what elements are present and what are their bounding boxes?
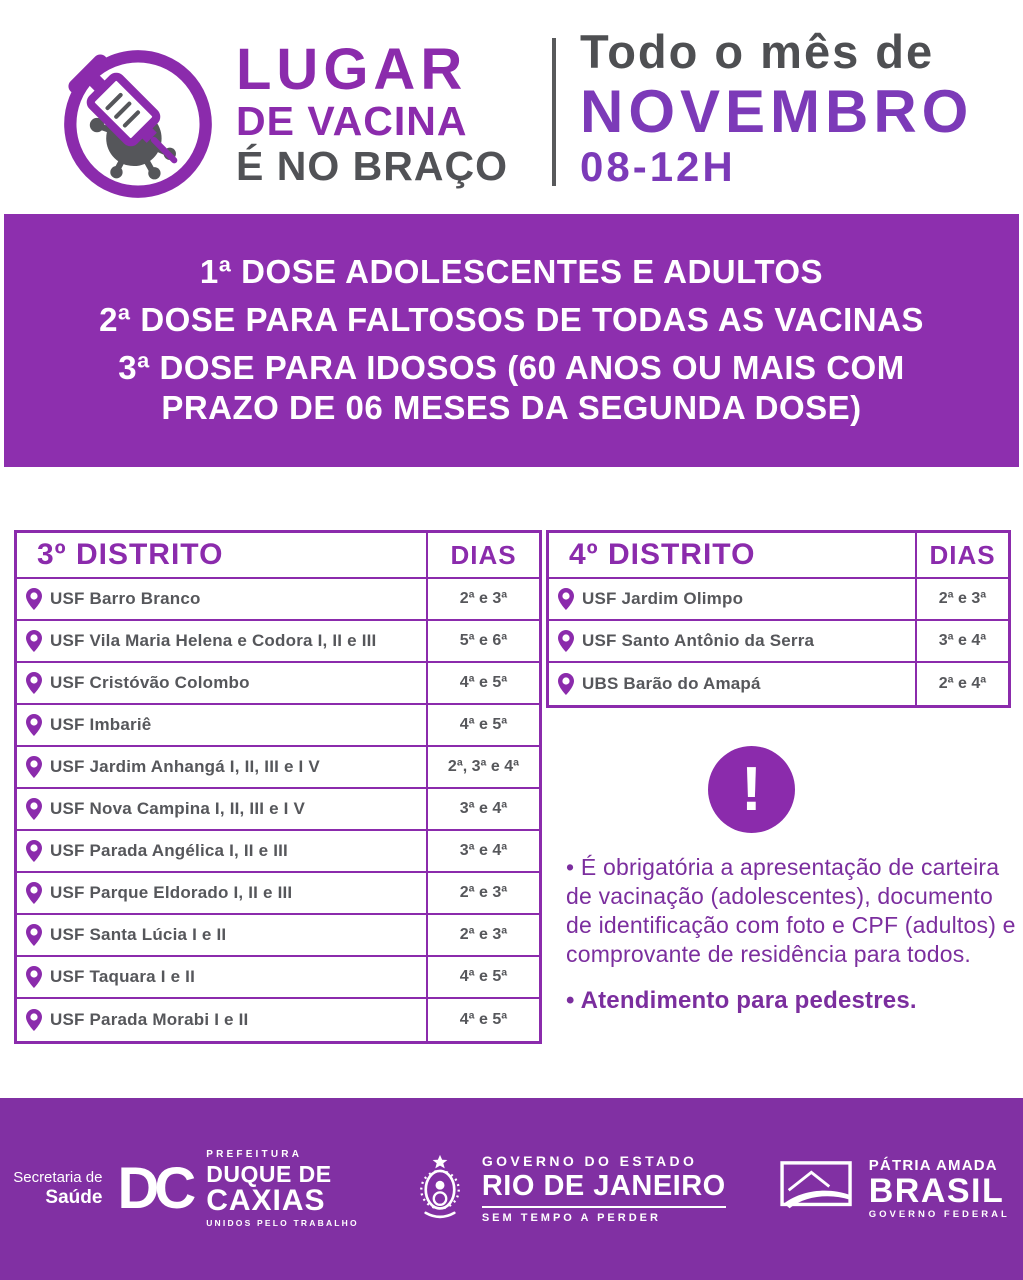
table-row bbox=[17, 663, 539, 705]
facility-name: USF Cristóvão Colombo bbox=[50, 673, 250, 692]
governo-estado-logo bbox=[482, 1154, 726, 1224]
campaign-title-line1: LUGAR bbox=[236, 37, 468, 102]
governo-divider bbox=[482, 1206, 726, 1208]
table-row bbox=[17, 705, 539, 747]
location-pin-icon bbox=[26, 1009, 42, 1031]
campaign-title-line3: É NO BRAÇO bbox=[236, 143, 508, 189]
district-4-title: 4º DISTRITO bbox=[569, 538, 756, 571]
facility-name: UBS Barão do Amapá bbox=[582, 674, 761, 693]
alert-icon: ! bbox=[708, 746, 795, 833]
location-pin-icon bbox=[26, 714, 42, 736]
location-pin-icon bbox=[26, 672, 42, 694]
campaign-title bbox=[236, 37, 508, 189]
governo-federal-logo-group bbox=[780, 1158, 1010, 1220]
prefeitura-logo-group bbox=[13, 1150, 359, 1228]
district-3-header bbox=[17, 533, 539, 579]
facility-days: 4ª e 5ª bbox=[426, 705, 539, 745]
facility-name: USF Jardim Olimpo bbox=[582, 589, 744, 608]
campaign-title-line2: DE VACINA bbox=[236, 98, 468, 144]
prefeitura-slogan: UNIDOS PELO TRABALHO bbox=[206, 1218, 359, 1229]
prefeitura-name1: DUQUE DE bbox=[206, 1161, 332, 1188]
secretaria-line2: Saúde bbox=[45, 1186, 103, 1208]
table-row bbox=[17, 915, 539, 957]
prefeitura-label: PREFEITURA bbox=[206, 1149, 303, 1161]
governo-federal-label: GOVERNO FEDERAL bbox=[868, 1209, 1010, 1221]
district-3-table bbox=[14, 530, 542, 1044]
location-pin-icon bbox=[26, 588, 42, 610]
dose-line-1: 1ª DOSE ADOLESCENTES E ADULTOS bbox=[199, 253, 824, 290]
facility-days: 3ª e 4ª bbox=[915, 621, 1008, 661]
district-4-days-header: DIAS bbox=[915, 533, 1008, 577]
facility-days: 5ª e 6ª bbox=[426, 621, 539, 661]
table-row bbox=[17, 579, 539, 621]
location-pin-icon bbox=[26, 882, 42, 904]
prefeitura-name2: CAXIAS bbox=[206, 1184, 326, 1218]
facility-days: 3ª e 4ª bbox=[426, 789, 539, 829]
facility-days: 4ª e 5ª bbox=[426, 663, 539, 703]
table-row bbox=[17, 789, 539, 831]
duque-de-caxias-logo bbox=[206, 1150, 359, 1228]
facility-days: 2ª e 3ª bbox=[426, 915, 539, 955]
brasil-label: BRASIL bbox=[868, 1172, 1005, 1211]
facility-days: 4ª e 5ª bbox=[426, 957, 539, 997]
district-4-table bbox=[546, 530, 1011, 708]
facility-days: 3ª e 4ª bbox=[426, 831, 539, 871]
facility-name: USF Barro Branco bbox=[50, 589, 201, 608]
dose-line-2: 2ª DOSE PARA FALTOSOS DE TODAS AS VACINAS bbox=[99, 301, 924, 338]
facility-name: USF Parada Angélica I, II e III bbox=[50, 841, 288, 860]
brazil-flag-icon bbox=[780, 1161, 854, 1217]
location-pin-icon bbox=[558, 588, 574, 610]
dose-info-banner bbox=[4, 214, 1019, 467]
district-3-title: 3º DISTRITO bbox=[37, 538, 224, 571]
notice-pedestrians: • Atendimento para pedestres. bbox=[566, 987, 917, 1014]
facility-days: 2ª e 3ª bbox=[426, 873, 539, 913]
footer-bar bbox=[0, 1098, 1023, 1280]
secretaria-saude-label bbox=[13, 1169, 102, 1208]
location-pin-icon bbox=[26, 966, 42, 988]
schedule-month-intro: Todo o mês de bbox=[580, 25, 935, 78]
facility-name: USF Santa Lúcia I e II bbox=[50, 925, 227, 944]
patria-amada-label: PÁTRIA AMADA bbox=[868, 1157, 998, 1175]
facility-days: 4ª e 5ª bbox=[426, 999, 539, 1041]
location-pin-icon bbox=[558, 630, 574, 652]
table-row bbox=[17, 831, 539, 873]
dose-line-3: 3ª DOSE PARA IDOSOS (60 ANOS OU MAIS COM PRAZO DE 06 MESES DA SEGUNDA DOSE) bbox=[118, 349, 905, 426]
notice-block bbox=[566, 853, 1022, 1015]
facility-days: 2ª e 3ª bbox=[915, 579, 1008, 619]
governo-estado-logo-group bbox=[413, 1154, 726, 1225]
facility-days: 2ª, 3ª e 4ª bbox=[426, 747, 539, 787]
facility-days: 2ª e 4ª bbox=[915, 663, 1008, 705]
dc-monogram-icon: DC bbox=[117, 1156, 192, 1221]
facility-name: USF Taquara I e II bbox=[50, 967, 195, 986]
header-divider bbox=[552, 38, 556, 186]
district-4-header bbox=[549, 533, 1008, 579]
table-row bbox=[549, 621, 1008, 663]
table-row bbox=[17, 999, 539, 1041]
table-row bbox=[17, 873, 539, 915]
governo-estado-label: GOVERNO DO ESTADO bbox=[481, 1153, 698, 1169]
facility-name: USF Imbariê bbox=[50, 715, 152, 734]
district-3-days-header: DIAS bbox=[426, 533, 539, 577]
facility-name: USF Jardim Anhangá I, II, III e I V bbox=[50, 757, 320, 776]
rio-coat-of-arms-icon bbox=[413, 1154, 467, 1225]
table-row bbox=[17, 957, 539, 999]
facility-name: USF Santo Antônio da Serra bbox=[582, 631, 815, 650]
table-row bbox=[17, 747, 539, 789]
location-pin-icon bbox=[26, 798, 42, 820]
location-pin-icon bbox=[26, 924, 42, 946]
schedule-month: NOVEMBRO bbox=[580, 78, 974, 145]
governo-slogan: SEM TEMPO A PERDER bbox=[481, 1212, 661, 1224]
table-row bbox=[549, 579, 1008, 621]
table-row bbox=[549, 663, 1008, 705]
location-pin-icon bbox=[26, 840, 42, 862]
notice-requirements: • É obrigatória a apresentação de carteira de vacinação (adolescentes), documento de identificação com foto e CPF (adultos) e comprovante de residência para todos. bbox=[566, 854, 1016, 967]
schedule-block bbox=[580, 24, 973, 190]
patria-amada-brasil-logo bbox=[869, 1158, 1010, 1220]
facility-name: USF Parque Eldorado I, II e III bbox=[50, 883, 293, 902]
table-row bbox=[17, 621, 539, 663]
facility-name: USF Nova Campina I, II, III e I V bbox=[50, 799, 306, 818]
location-pin-icon bbox=[26, 630, 42, 652]
rio-de-janeiro-label: RIO DE JANEIRO bbox=[481, 1170, 726, 1202]
facility-name: USF Parada Morabi I e II bbox=[50, 1010, 249, 1029]
schedule-hours: 08-12H bbox=[580, 143, 736, 190]
facility-name: USF Vila Maria Helena e Codora I, II e III bbox=[50, 631, 377, 650]
vaccine-logo-icon bbox=[58, 44, 218, 204]
secretaria-line1: Secretaria de bbox=[13, 1169, 103, 1187]
facility-days: 2ª e 3ª bbox=[426, 579, 539, 619]
location-pin-icon bbox=[26, 756, 42, 778]
location-pin-icon bbox=[558, 673, 574, 695]
